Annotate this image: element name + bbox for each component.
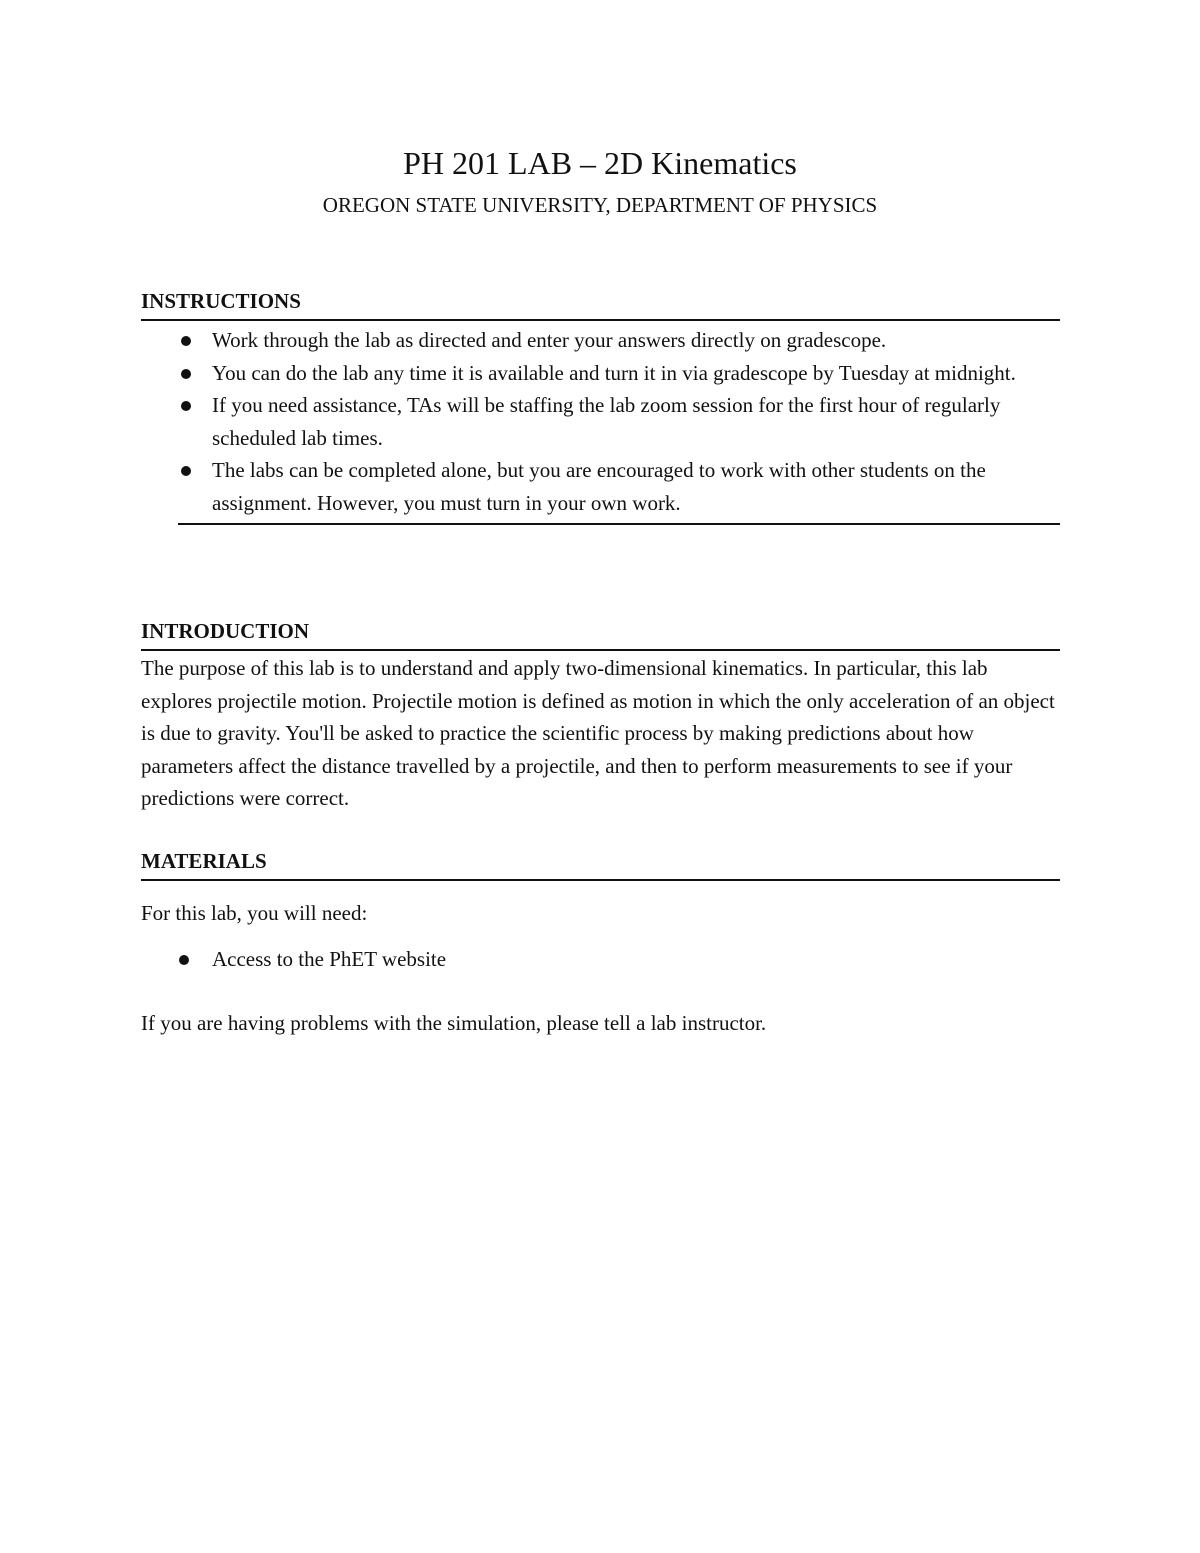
materials-lead: For this lab, you will need: [141,901,368,925]
page-subtitle: OREGON STATE UNIVERSITY, DEPARTMENT OF PHYSICS [322,193,878,217]
bullet-icon [181,401,191,411]
list-item-text: The labs can be completed alone, but you are encouraged to work with other students on the assignment. However, you must turn in your own work. [212,458,986,515]
list-item-text: Work through the lab as directed and enter your answers directly on gradescope. [212,328,887,352]
page-title: PH 201 LAB – 2D Kinematics [403,145,797,181]
list-item-text: Access to the PhET website [212,946,447,971]
bullet-icon [181,336,191,346]
instructions-section [141,287,1060,525]
introduction-paragraph: The purpose of this lab is to understand and apply two-dimensional kinematics. In particular, this lab explores projectile motion. Projectile motion is defined as motion in which the only acceleration of an object is due to gravity. You'll be asked to practice the scientific process by making predictions about how parameters affect the distance travelled by a projectile, and then to perform measurements to see if your predictions were correct. [141,656,1055,810]
introduction-section [141,617,1060,815]
list-item [178,454,1060,519]
instructions-heading: INSTRUCTIONS [141,287,1060,321]
introduction-heading: INTRODUCTION [141,617,1060,651]
materials-note: If you are having problems with the simulation, please tell a lab instructor. [141,1011,767,1035]
bullet-icon [181,369,191,379]
list-item-text: You can do the lab any time it is available and turn it in via gradescope by Tuesday at midnight. [212,360,1016,385]
list-item [178,324,1060,357]
bullet-icon [181,466,191,476]
materials-heading: MATERIALS [141,847,1060,881]
list-item [178,357,1060,390]
list-item [178,389,1060,454]
instructions-list [178,324,1060,525]
list-item-text: If you need assistance, TAs will be staffing the lab zoom session for the first hour of regularly scheduled lab times. [212,393,1001,450]
materials-list [141,943,1060,976]
bullet-icon [179,955,189,965]
materials-section [141,847,1060,1040]
list-item [141,943,1060,976]
